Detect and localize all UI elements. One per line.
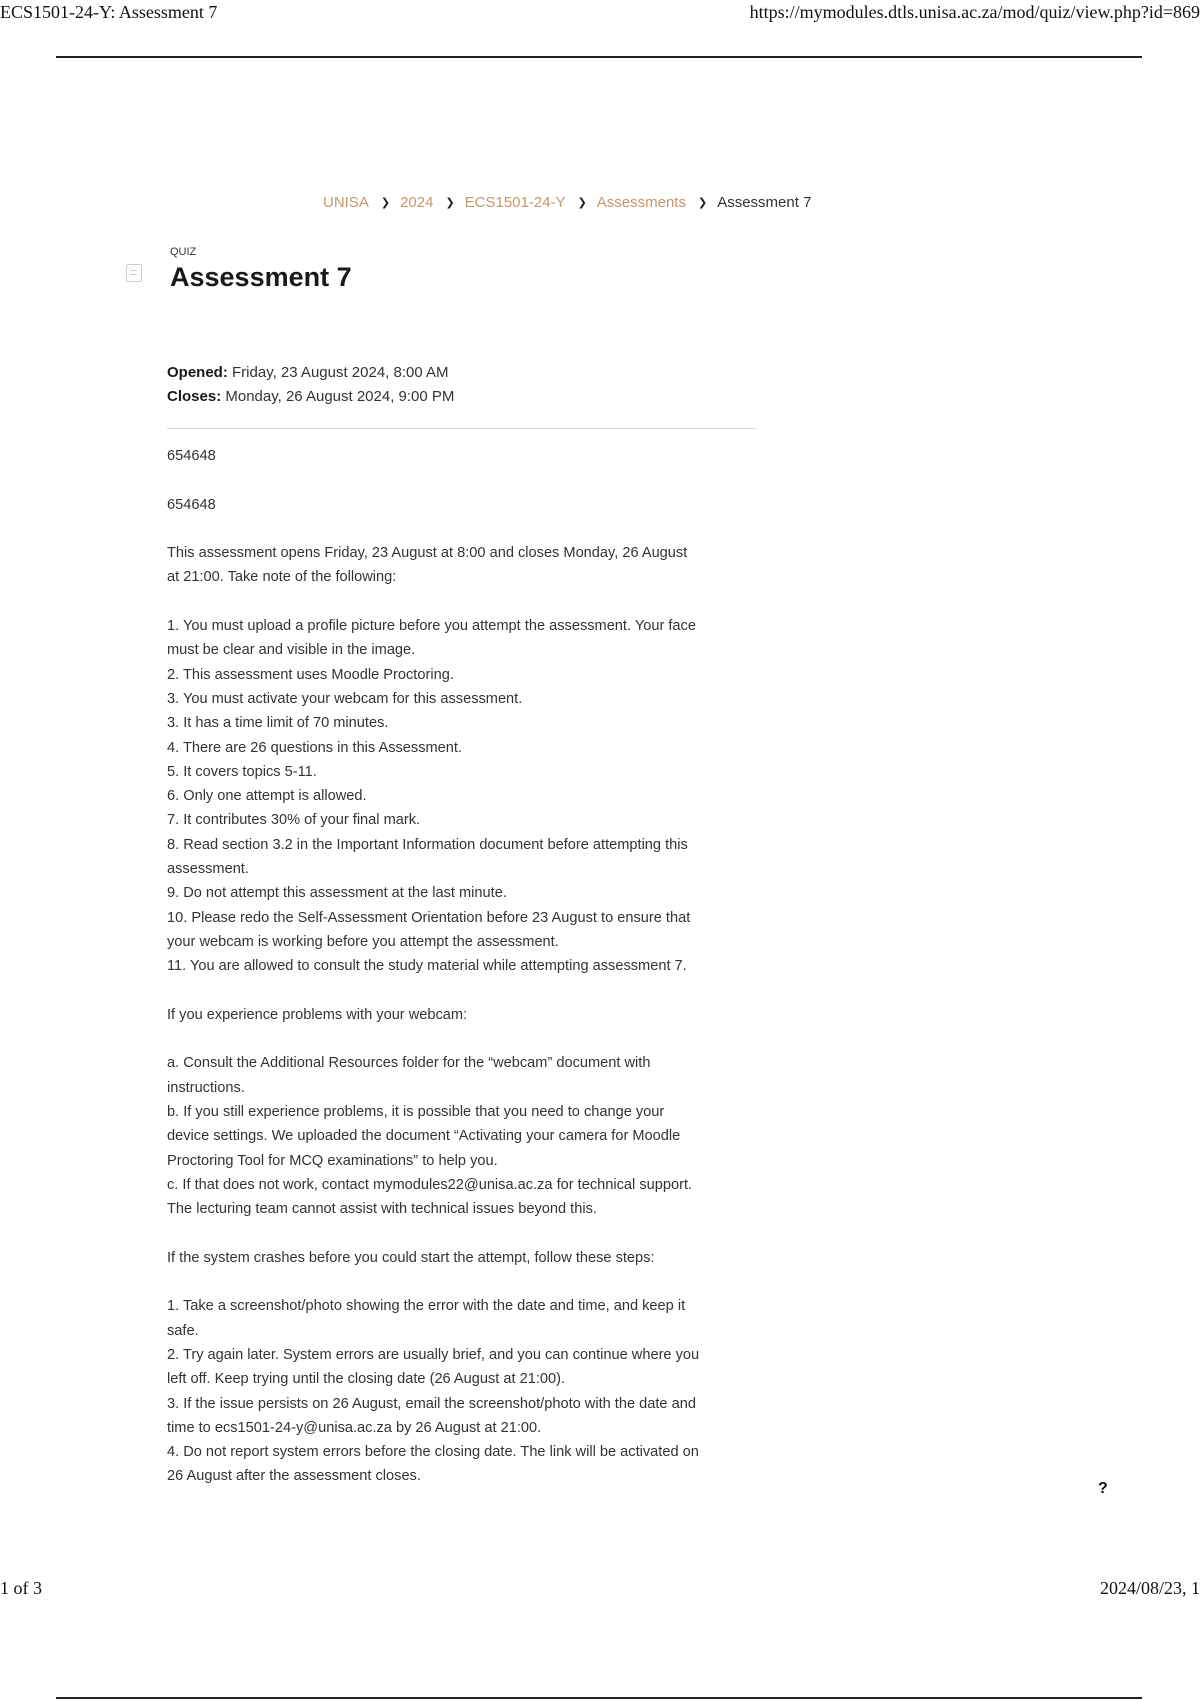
rule-line: 10. Please redo the Self-Assessment Orientation before 23 August to ensure that <box>167 909 691 926</box>
rule-line: 3. It has a time limit of 70 minutes. <box>167 715 389 732</box>
webcam-step-line: Proctoring Tool for MCQ examinations” to help you. <box>167 1152 498 1169</box>
rule-line: 7. It contributes 30% of your final mark. <box>167 812 421 829</box>
dates-divider <box>167 428 756 429</box>
chevron-right-icon: ❯ <box>577 197 587 209</box>
rule-line: 5. It covers topics 5-11. <box>167 763 317 780</box>
breadcrumb-assessments[interactable]: Assessments <box>596 194 686 211</box>
breadcrumb-2024[interactable]: 2024 <box>400 194 434 211</box>
crash-step-line: 4. Do not report system errors before the closing date. The link will be activated on <box>167 1444 699 1461</box>
rule-line: must be clear and visible in the image. <box>167 642 416 659</box>
chevron-right-icon: ❯ <box>697 197 708 209</box>
breadcrumb-unisa[interactable]: UNISA <box>323 194 369 211</box>
rule-line: 2. This assessment uses Moodle Proctoring. <box>167 666 454 683</box>
webcam-step-line: instructions. <box>167 1079 245 1096</box>
rule-line: 6. Only one attempt is allowed. <box>167 788 367 805</box>
footer-rule <box>56 1697 1142 1699</box>
rule-line: 4. There are 26 questions in this Assessment. <box>167 739 463 756</box>
intro-code: 654648 <box>167 448 216 464</box>
page-number: 1 of 3 <box>0 1578 42 1598</box>
rule-line: 1. You must upload a profile picture before you attempt the assessment. Your face <box>167 618 696 635</box>
activity-dates <box>167 361 454 409</box>
quiz-intro <box>167 444 767 1489</box>
crash-step-line: 2. Try again later. System errors are usually brief, and you can continue where you <box>167 1346 700 1363</box>
intro-code: 654648 <box>167 496 216 513</box>
breadcrumb-current: Assessment 7 <box>717 194 812 211</box>
print-header-title: ECS1501-24-Y: Assessment 7 <box>0 2 218 22</box>
crash-step-line: 3. If the issue persists on 26 August, email the screenshot/photo with the date and <box>167 1395 696 1412</box>
webcam-step-line: b. If you still experience problems, it is possible that you need to change your <box>167 1104 665 1121</box>
breadcrumb <box>323 194 811 211</box>
rule-line: 8. Read section 3.2 in the Important Information document before attempting this <box>167 836 688 853</box>
activity-type-label: QUIZ <box>170 246 197 258</box>
rule-line: 9. Do not attempt this assessment at the last minute. <box>167 885 507 902</box>
intro-opening-line: at 21:00. Take note of the following: <box>167 569 397 586</box>
crash-heading: If the system crashes before you could start the attempt, follow these steps: <box>167 1249 655 1266</box>
webcam-step-line: The lecturing team cannot assist with technical issues beyond this. <box>167 1201 597 1218</box>
breadcrumb-course[interactable]: ECS1501-24-Y <box>464 194 566 211</box>
opened-label: Opened: <box>167 364 228 381</box>
opened-date <box>167 361 454 385</box>
webcam-step-line: c. If that does not work, contact mymodules22@unisa.ac.za for technical support. <box>167 1176 693 1193</box>
crash-step-line: 1. Take a screenshot/photo showing the error with the date and time, and keep it <box>167 1298 686 1315</box>
rule-line: 3. You must activate your webcam for this assessment. <box>167 690 523 707</box>
chevron-right-icon: ❯ <box>445 197 455 209</box>
rule-line: 11. You are allowed to consult the study material while attempting assessment 7. <box>167 958 687 975</box>
intro-opening-line: This assessment opens Friday, 23 August at 8:00 and closes Monday, 26 August <box>167 545 688 562</box>
rule-line: your webcam is working before you attempt the assessment. <box>167 933 559 950</box>
webcam-heading: If you experience problems with your webcam: <box>167 1006 468 1023</box>
closes-label: Closes: <box>167 388 222 405</box>
opened-value: Friday, 23 August 2024, 8:00 AM <box>232 364 449 381</box>
rule-line: assessment. <box>167 861 249 878</box>
print-header <box>0 2 1200 26</box>
webcam-step-line: a. Consult the Additional Resources folder for the “webcam” document with <box>167 1055 651 1072</box>
help-button[interactable]: ? <box>1098 1480 1108 1497</box>
print-timestamp: 2024/08/23, 1 <box>1099 1578 1200 1598</box>
crash-step-line: time to ecs1501-24-y@unisa.ac.za by 26 August at 21:00. <box>167 1419 542 1436</box>
page-title: Assessment 7 <box>170 262 352 292</box>
crash-step-line: left off. Keep trying until the closing date (26 August at 21:00). <box>167 1371 566 1388</box>
crash-step-line: safe. <box>167 1322 199 1339</box>
webcam-step-line: device settings. We uploaded the document “Activating your camera for Moodle <box>167 1128 681 1145</box>
header-rule <box>56 56 1142 58</box>
chevron-right-icon: ❯ <box>380 197 391 209</box>
closes-date <box>167 385 454 409</box>
closes-value: Monday, 26 August 2024, 9:00 PM <box>225 388 455 405</box>
print-header-url: https://mymodules.dtls.unisa.ac.za/mod/quiz/view.php?id=869 <box>749 2 1200 22</box>
crash-step-line: 26 August after the assessment closes. <box>167 1468 421 1485</box>
quiz-icon <box>126 264 142 282</box>
